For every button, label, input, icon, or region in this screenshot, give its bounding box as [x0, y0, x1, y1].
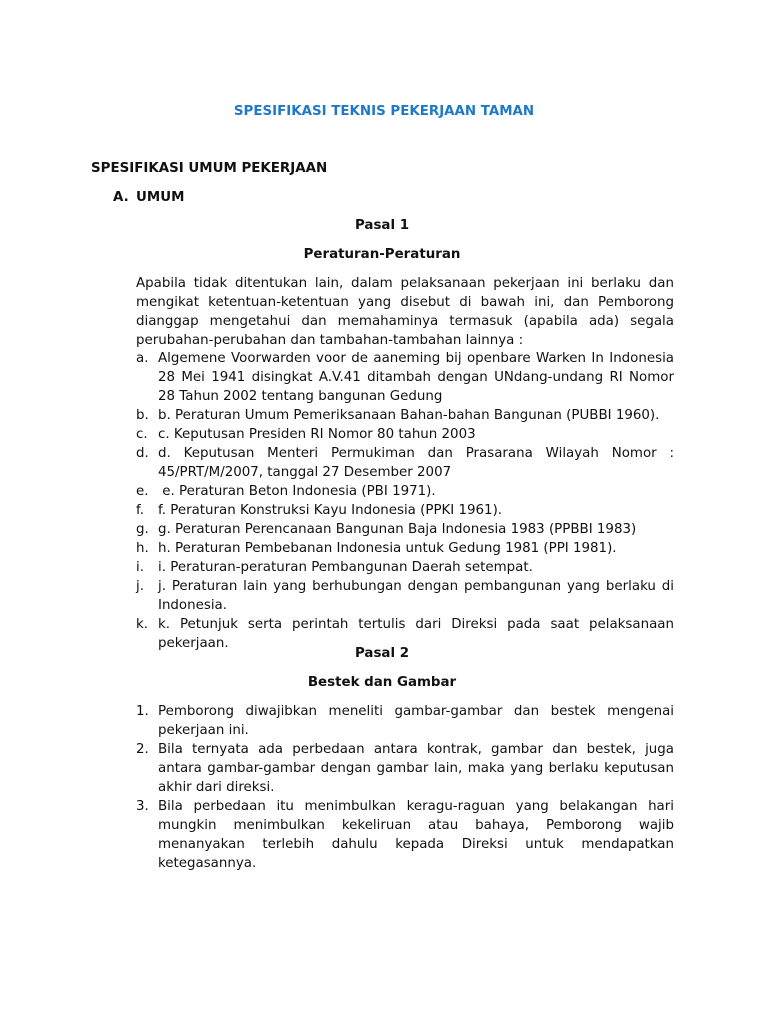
list-item [136, 797, 674, 873]
list-text: k. Petunjuk serta perintah tertulis dari Direksi pada saat pelaksanaan pekerjaan. [158, 617, 674, 651]
list-text: Bila ternyata ada perbedaan antara kontrak, gambar dan bestek, juga antara gambar-gambar dengan gambar lain, maka yang berlaku keputusan akhir dari direksi. [158, 742, 674, 795]
list-item [136, 539, 674, 558]
list-marker: h. [136, 541, 149, 556]
list-item [136, 444, 674, 482]
list-marker: f. [136, 503, 144, 518]
sub-heading [113, 188, 184, 207]
list-text: f. Peraturan Konstruksi Kayu Indonesia (PPKI 1961). [158, 503, 503, 518]
list-item [136, 740, 674, 797]
list-marker: d. [136, 446, 149, 461]
list-item [136, 406, 674, 425]
list-text: e. Peraturan Beton Indonesia (PBI 1971). [158, 484, 436, 499]
list-marker: b. [136, 408, 149, 423]
pasal-1-intro: Apabila tidak ditentukan lain, dalam pelaksanaan pekerjaan ini berlaku dan mengikat ketentuan-ketentuan yang disebut di bawah ini, dan Pemborong dianggap mengetahui dan memahaminya termasuk (apabila ada) segala perubahan-perubahan dan tambahan-tambahan lainnya : [136, 276, 674, 348]
document-title: SPESIFIKASI TEKNIS PEKERJAAN TAMAN [233, 104, 535, 119]
list-marker: 1. [136, 704, 149, 719]
list-item [136, 702, 674, 740]
list-text: b. Peraturan Umum Pemeriksanaan Bahan-bahan Bangunan (PUBBI 1960). [158, 408, 660, 423]
pasal-1-number: Pasal 1 [354, 218, 410, 233]
list-marker: 2. [136, 742, 149, 757]
list-item [136, 501, 674, 520]
list-text: Bila perbedaan itu menimbulkan keragu-raguan yang belakangan hari mungkin menimbulkan kekeliruan atau bahaya, Pemborong wajib menanyakan terlebih dahulu kepada Direksi untuk mendapatkan ketegasannya. [158, 799, 674, 871]
list-marker: k. [136, 617, 149, 632]
list-marker: c. [136, 427, 148, 442]
sub-heading-marker: A. [113, 190, 129, 205]
list-item [136, 425, 674, 444]
pasal-2-title: Bestek dan Gambar [307, 675, 457, 690]
list-text: i. Peraturan-peraturan Pembangunan Daerah setempat. [158, 560, 533, 575]
list-item [136, 558, 674, 577]
pasal-1-title: Peraturan-Peraturan [303, 247, 461, 262]
list-text: g. Peraturan Perencanaan Bangunan Baja Indonesia 1983 (PPBBI 1983) [158, 522, 637, 537]
list-text: h. Peraturan Pembebanan Indonesia untuk Gedung 1981 (PPI 1981). [158, 541, 617, 556]
list-item [136, 349, 674, 406]
list-text: j. Peraturan lain yang berhubungan dengan pembangunan yang berlaku di Indonesia. [158, 579, 674, 613]
list-marker: j. [136, 579, 144, 594]
list-text: Pemborong diwajibkan meneliti gambar-gambar dan bestek mengenai pekerjaan ini. [158, 704, 674, 738]
list-item [136, 577, 674, 615]
list-marker: i. [136, 560, 144, 575]
pasal-1-list [136, 349, 674, 653]
sub-heading-label: UMUM [136, 190, 185, 205]
list-text: Algemene Voorwarden voor de aaneming bij openbare Warken In Indonesia 28 Mei 1941 disingkat A.V.41 ditambah dengan UNdang-undang RI Nomor 28 Tahun 2002 tentang bangunan Gedung [158, 351, 674, 404]
section-title: SPESIFIKASI UMUM PEKERJAAN [91, 161, 328, 176]
list-marker: a. [136, 351, 149, 366]
list-text: c. Keputusan Presiden RI Nomor 80 tahun 2003 [158, 427, 476, 442]
list-text: d. Keputusan Menteri Permukiman dan Prasarana Wilayah Nomor : 45/PRT/M/2007, tanggal 27 Desember 2007 [158, 446, 674, 480]
list-marker: e. [136, 484, 149, 499]
list-marker: g. [136, 522, 149, 537]
list-item [136, 482, 674, 501]
list-marker: 3. [136, 799, 149, 814]
list-item [136, 520, 674, 539]
pasal-2-list [136, 702, 674, 873]
pasal-2-number: Pasal 2 [354, 646, 410, 661]
